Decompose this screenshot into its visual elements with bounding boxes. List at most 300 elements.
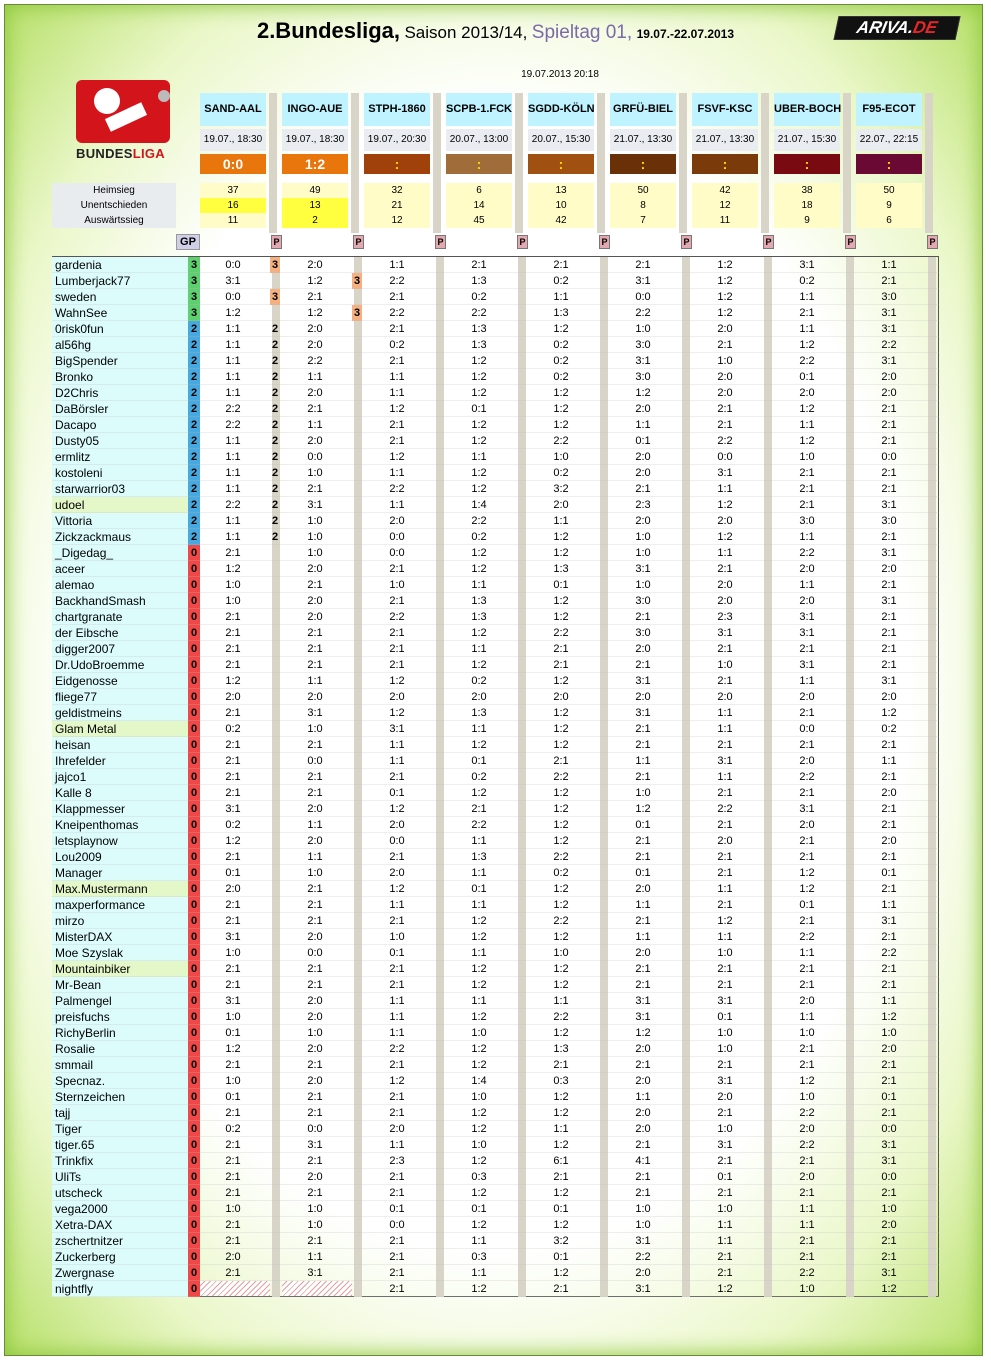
match-name[interactable]: SAND-AAL	[200, 93, 266, 126]
tip-value: 3:0	[635, 371, 651, 383]
tip-value: 1:1	[717, 707, 733, 719]
tip-value: 2:0	[799, 755, 815, 767]
tip-value: 2:0	[799, 595, 815, 607]
player-name[interactable]: Eidgenosse	[52, 673, 188, 689]
tip-value: 2:0	[799, 995, 815, 1007]
tip-value: 2:1	[717, 1107, 733, 1119]
tip-value: 3:1	[307, 1267, 323, 1279]
player-gp: 2	[188, 385, 200, 401]
auswaertssieg-count: 45	[446, 213, 512, 228]
tip-value: 2:1	[307, 1059, 323, 1071]
tip-value: 1:0	[307, 1219, 323, 1231]
player-name[interactable]: Mountainbiker	[52, 961, 188, 977]
player-gp: 2	[188, 529, 200, 545]
player-name[interactable]: Xetra-DAX	[52, 1217, 188, 1233]
tip-value: 2:1	[389, 419, 405, 431]
tip-value: 2:1	[881, 1187, 897, 1199]
tip-value: 3:0	[635, 627, 651, 639]
player-name[interactable]: Vittoria	[52, 513, 188, 529]
tip-value: 1:1	[717, 771, 733, 783]
column-shade	[597, 93, 605, 233]
player-name[interactable]: Dr.UdoBroemme	[52, 657, 188, 673]
player-name[interactable]: Dacapo	[52, 417, 188, 433]
player-gp: 0	[188, 689, 200, 705]
tip-value: 1:2	[553, 1267, 569, 1279]
tip-value: 2:2	[389, 307, 405, 319]
match-name[interactable]: UBER-BOCH	[774, 93, 840, 126]
player-gp: 0	[188, 737, 200, 753]
tip-value: 1:3	[471, 851, 487, 863]
player-gp: 0	[188, 929, 200, 945]
tip-value: 3:1	[225, 995, 241, 1007]
tip-value: 2:0	[553, 691, 569, 703]
tip-value: 2:0	[635, 451, 651, 463]
tip-value: 1:2	[471, 387, 487, 399]
player-gp: 3	[188, 305, 200, 321]
tip-value: 2:1	[717, 787, 733, 799]
player-name[interactable]: kostoleni	[52, 465, 188, 481]
tip-value: 0:3	[553, 1075, 569, 1087]
tip-value: 1:0	[389, 579, 405, 591]
tip-value: 1:2	[471, 1187, 487, 1199]
tip-value: 0:1	[225, 867, 241, 879]
player-name[interactable]: Lumberjack77	[52, 273, 188, 289]
player-name[interactable]: Moe Szyslak	[52, 945, 188, 961]
player-gp: 0	[188, 993, 200, 1009]
player-name[interactable]: RichyBerlin	[52, 1025, 188, 1041]
tip-value: 2:1	[471, 803, 487, 815]
match-date: 21.07., 13:30	[610, 129, 676, 151]
player-name[interactable]: Tiger	[52, 1121, 188, 1137]
tip-value: 1:2	[389, 707, 405, 719]
match-result: :	[364, 154, 430, 174]
tip-value: 3:1	[799, 259, 815, 271]
match-name[interactable]: GRFÜ-BIEL	[610, 93, 676, 126]
tip-value: 2:1	[717, 1059, 733, 1071]
tip-value: 1:2	[471, 1011, 487, 1023]
player-name[interactable]: Glam Metal	[52, 721, 188, 737]
tip-value: 2:1	[307, 915, 323, 927]
tip-value: 1:1	[471, 947, 487, 959]
tip-value: 2:1	[389, 1235, 405, 1247]
player-gp: 2	[188, 513, 200, 529]
player-name[interactable]: Palmengel	[52, 993, 188, 1009]
player-name[interactable]: Mr-Bean	[52, 977, 188, 993]
match-result: :	[610, 154, 676, 174]
player-name[interactable]: udoel	[52, 497, 188, 513]
player-name[interactable]: 0risk0fun	[52, 321, 188, 337]
tip-value: 0:2	[471, 771, 487, 783]
player-name[interactable]: geldistmeins	[52, 705, 188, 721]
player-name[interactable]: maxperformance	[52, 897, 188, 913]
player-name[interactable]: vega2000	[52, 1201, 188, 1217]
tip-value: 1:1	[225, 451, 241, 463]
player-name[interactable]: al56hg	[52, 337, 188, 353]
match-name[interactable]: STPH-1860	[364, 93, 430, 126]
tip-value: 2:2	[799, 931, 815, 943]
tip-value: 1:2	[471, 1219, 487, 1231]
player-name[interactable]: MisterDAX	[52, 929, 188, 945]
tip-value: 3:1	[717, 627, 733, 639]
tip-value: 0:1	[389, 1203, 405, 1215]
points-value: 3	[353, 307, 361, 319]
tip-value: 1:2	[553, 723, 569, 735]
tip-value: 1:2	[225, 563, 241, 575]
player-gp: 0	[188, 753, 200, 769]
player-name[interactable]: fliege77	[52, 689, 188, 705]
tip-value: 2:1	[717, 867, 733, 879]
tip-value: 1:2	[799, 1075, 815, 1087]
tip-value: 1:2	[553, 387, 569, 399]
tip-value: 1:1	[307, 371, 323, 383]
tip-value: 2:0	[307, 931, 323, 943]
player-name[interactable]: utscheck	[52, 1185, 188, 1201]
tip-value: 2:1	[225, 627, 241, 639]
player-name[interactable]: Kalle 8	[52, 785, 188, 801]
tip-value: 2:0	[307, 995, 323, 1007]
tip-value: 3:1	[799, 659, 815, 671]
player-name[interactable]: UliTs	[52, 1169, 188, 1185]
heimsieg-count: 37	[200, 183, 266, 198]
tip-value: 2:1	[717, 563, 733, 575]
tip-value: 2:1	[881, 803, 897, 815]
tip-value: 1:2	[307, 307, 323, 319]
tip-value: 2:1	[389, 659, 405, 671]
tip-value: 2:1	[307, 899, 323, 911]
player-name[interactable]: Manager	[52, 865, 188, 881]
tip-value: 1:3	[471, 275, 487, 287]
match-name[interactable]: SGDD-KÖLN	[528, 93, 594, 126]
tip-value: 2:0	[389, 691, 405, 703]
player-gp: 0	[188, 1249, 200, 1265]
player-name[interactable]: Klappmesser	[52, 801, 188, 817]
tip-value: 1:2	[471, 627, 487, 639]
match-name[interactable]: FSVF-KSC	[692, 93, 758, 126]
unentschieden-count: 21	[364, 198, 430, 213]
player-name[interactable]: starwarrior03	[52, 481, 188, 497]
tip-value: 2:1	[389, 563, 405, 575]
player-name[interactable]: Rosalie	[52, 1041, 188, 1057]
tip-value: 1:1	[881, 259, 897, 271]
tip-value: 1:0	[635, 547, 651, 559]
player-gp: 0	[188, 833, 200, 849]
tip-value: 0:2	[471, 675, 487, 687]
tip-value: 0:1	[553, 1203, 569, 1215]
tip-value: 2:1	[225, 707, 241, 719]
player-name[interactable]: gardenia	[52, 257, 188, 273]
player-name[interactable]: tajj	[52, 1105, 188, 1121]
tip-value: 1:2	[471, 931, 487, 943]
tip-value: 3:1	[635, 275, 651, 287]
player-name[interactable]: Max.Mustermann	[52, 881, 188, 897]
tip-value: 0:1	[553, 579, 569, 591]
player-name[interactable]: zschertnitzer	[52, 1233, 188, 1249]
tip-value: 3:1	[635, 563, 651, 575]
tip-value: 2:0	[307, 387, 323, 399]
tip-value: 1:2	[471, 1107, 487, 1119]
player-name[interactable]: Kneipenthomas	[52, 817, 188, 833]
tip-value: 2:0	[307, 611, 323, 623]
tip-value: 2:1	[389, 771, 405, 783]
tip-value: 2:0	[881, 1219, 897, 1231]
tip-value: 2:0	[635, 467, 651, 479]
player-name[interactable]: smmail	[52, 1057, 188, 1073]
tip-value: 2:2	[389, 1043, 405, 1055]
tip-value: 1:2	[553, 1107, 569, 1119]
tip-value: 1:2	[553, 739, 569, 751]
tip-value: 2:1	[799, 707, 815, 719]
player-name[interactable]: BigSpender	[52, 353, 188, 369]
player-name[interactable]: Dusty05	[52, 433, 188, 449]
player-name[interactable]: Lou2009	[52, 849, 188, 865]
tip-value: 0:1	[389, 787, 405, 799]
tip-value: 1:0	[307, 547, 323, 559]
tip-value: 3:1	[635, 707, 651, 719]
tip-value: 3:1	[307, 499, 323, 511]
points-value: 2	[271, 531, 279, 543]
tip-value: 2:0	[881, 691, 897, 703]
player-gp: 0	[188, 977, 200, 993]
tip-value: 1:2	[553, 979, 569, 991]
tip-value: 1:1	[471, 723, 487, 735]
player-name[interactable]: mirzo	[52, 913, 188, 929]
tip-value: 3:1	[635, 1011, 651, 1023]
tip-value: 0:1	[471, 755, 487, 767]
tip-value: 1:2	[471, 787, 487, 799]
tip-value: 2:0	[635, 1075, 651, 1087]
tip-value: 2:1	[389, 1107, 405, 1119]
tip-value: 2:1	[307, 1187, 323, 1199]
tip-value: 2:2	[471, 307, 487, 319]
player-gp: 0	[188, 625, 200, 641]
player-gp: 0	[188, 641, 200, 657]
tip-value: 3:1	[881, 355, 897, 367]
player-name[interactable]: BackhandSmash	[52, 593, 188, 609]
tip-value: 3:1	[881, 1267, 897, 1279]
player-name[interactable]: Sternzeichen	[52, 1089, 188, 1105]
tip-value: 2:1	[389, 1091, 405, 1103]
player-name[interactable]: aceer	[52, 561, 188, 577]
player-gp: 0	[188, 1185, 200, 1201]
tip-value: 1:2	[471, 563, 487, 575]
tip-value: 2:1	[881, 579, 897, 591]
tip-value: 2:2	[471, 819, 487, 831]
tip-value: 1:1	[717, 483, 733, 495]
timestamp: 19.07.2013 20:18	[521, 69, 599, 80]
tip-value: 1:0	[717, 1203, 733, 1215]
tip-value: 0:0	[389, 547, 405, 559]
tip-value: 2:0	[799, 1123, 815, 1135]
tip-value: 2:1	[635, 659, 651, 671]
player-gp: 0	[188, 817, 200, 833]
tip-value: 2:1	[225, 787, 241, 799]
tip-value: 1:1	[471, 1267, 487, 1279]
tip-value: 1:2	[471, 435, 487, 447]
tip-value: 1:2	[553, 963, 569, 975]
player-gp: 0	[188, 1073, 200, 1089]
tip-value: 2:1	[635, 483, 651, 495]
tip-value: 3:1	[799, 803, 815, 815]
tip-value: 2:2	[799, 1267, 815, 1279]
player-name[interactable]: Trinkfix	[52, 1153, 188, 1169]
player-name[interactable]: alemao	[52, 577, 188, 593]
player-gp: 2	[188, 369, 200, 385]
player-gp: 0	[188, 961, 200, 977]
tip-value: 2:1	[225, 771, 241, 783]
tip-value: 1:2	[553, 1187, 569, 1199]
tip-value: 1:0	[635, 787, 651, 799]
empty-tip	[200, 1281, 270, 1296]
tip-value: 0:0	[307, 1123, 323, 1135]
player-name[interactable]: D2Chris	[52, 385, 188, 401]
tip-value: 3:0	[799, 515, 815, 527]
tip-value: 0:1	[799, 371, 815, 383]
tip-value: 2:0	[717, 1091, 733, 1103]
points-column-shade	[764, 257, 772, 1297]
player-name[interactable]: Zwergnase	[52, 1265, 188, 1281]
tip-value: 2:2	[225, 499, 241, 511]
tip-value: 1:2	[799, 339, 815, 351]
tip-value: 0:0	[307, 755, 323, 767]
tip-value: 2:1	[717, 739, 733, 751]
tip-value: 1:1	[799, 531, 815, 543]
player-gp: 0	[188, 1281, 200, 1297]
tip-value: 1:1	[799, 291, 815, 303]
player-name[interactable]: der Eibsche	[52, 625, 188, 641]
player-name[interactable]: jajco1	[52, 769, 188, 785]
tip-value: 1:2	[717, 531, 733, 543]
tip-value: 1:1	[225, 387, 241, 399]
tip-value: 2:1	[225, 851, 241, 863]
player-name[interactable]: digger2007	[52, 641, 188, 657]
player-name[interactable]: Zickzackmaus	[52, 529, 188, 545]
player-name[interactable]: ermlitz	[52, 449, 188, 465]
tip-value: 2:1	[799, 787, 815, 799]
player-name[interactable]: heisan	[52, 737, 188, 753]
tip-value: 2:0	[389, 1123, 405, 1135]
tip-value: 1:1	[389, 1139, 405, 1151]
tip-value: 0:2	[225, 819, 241, 831]
player-name[interactable]: chartgranate	[52, 609, 188, 625]
row-divider	[52, 1296, 939, 1297]
player-gp: 0	[188, 849, 200, 865]
tip-value: 1:0	[635, 1203, 651, 1215]
player-name[interactable]: Bronko	[52, 369, 188, 385]
tip-value: 1:0	[881, 1203, 897, 1215]
auswaertssieg-count: 11	[692, 213, 758, 228]
player-name[interactable]: letsplaynow	[52, 833, 188, 849]
tip-value: 2:1	[635, 1139, 651, 1151]
tip-value: 1:2	[717, 307, 733, 319]
ariva-logo[interactable]: ARIVA.DE	[833, 16, 960, 40]
tip-value: 2:1	[307, 291, 323, 303]
tip-value: 2:1	[225, 915, 241, 927]
tip-value: 1:1	[389, 371, 405, 383]
auswaertssieg-label: Auswärtssieg	[52, 213, 176, 228]
match-name[interactable]: SCPB-1.FCK	[446, 93, 512, 126]
unentschieden-label: Unentschieden	[52, 198, 176, 213]
tip-value: 2:1	[307, 579, 323, 591]
tip-value: 2:2	[717, 435, 733, 447]
player-name[interactable]: Specnaz.	[52, 1073, 188, 1089]
tip-value: 2:0	[389, 867, 405, 879]
tip-value: 2:1	[307, 403, 323, 415]
tip-value: 0:1	[717, 1011, 733, 1023]
tip-value: 1:1	[225, 483, 241, 495]
tip-value: 0:0	[389, 835, 405, 847]
tip-value: 2:0	[307, 339, 323, 351]
player-gp: 2	[188, 449, 200, 465]
column-shade	[843, 93, 851, 233]
player-name[interactable]: DaBörsler	[52, 401, 188, 417]
tip-value: 2:0	[307, 595, 323, 607]
tip-value: 1:0	[307, 1203, 323, 1215]
player-name[interactable]: preisfuchs	[52, 1009, 188, 1025]
tip-value: 1:1	[553, 1123, 569, 1135]
tip-value: 2:1	[307, 883, 323, 895]
tip-value: 1:2	[881, 1011, 897, 1023]
player-name[interactable]: _Digedag_	[52, 545, 188, 561]
unentschieden-count: 9	[856, 198, 922, 213]
tip-value: 1:0	[799, 1027, 815, 1039]
player-gp: 3	[188, 257, 200, 273]
match-name[interactable]: INGO-AUE	[282, 93, 348, 126]
points-header: P	[681, 235, 692, 249]
tip-value: 2:0	[307, 1171, 323, 1183]
column-shade	[269, 93, 277, 233]
tip-value: 2:2	[881, 947, 897, 959]
tip-value: 2:0	[635, 403, 651, 415]
tip-value: 2:2	[799, 771, 815, 783]
player-name[interactable]: nightfly	[52, 1281, 188, 1297]
tip-value: 1:2	[471, 1123, 487, 1135]
tip-value: 1:2	[553, 1219, 569, 1231]
tip-value: 2:1	[799, 979, 815, 991]
tip-value: 1:1	[307, 851, 323, 863]
tip-value: 1:2	[471, 547, 487, 559]
tip-value: 1:2	[471, 419, 487, 431]
tip-value: 1:2	[553, 595, 569, 607]
player-name[interactable]: Zuckerberg	[52, 1249, 188, 1265]
player-name[interactable]: Ihrefelder	[52, 753, 188, 769]
tip-value: 1:1	[471, 643, 487, 655]
tip-value: 2:1	[799, 1059, 815, 1071]
player-name[interactable]: tiger.65	[52, 1137, 188, 1153]
player-gp: 0	[188, 721, 200, 737]
tip-value: 1:2	[553, 403, 569, 415]
auswaertssieg-count: 11	[200, 213, 266, 228]
match-name[interactable]: F95-ECOT	[856, 93, 922, 126]
tip-value: 2:1	[799, 499, 815, 511]
player-name[interactable]: sweden	[52, 289, 188, 305]
player-gp: 0	[188, 1105, 200, 1121]
heimsieg-count: 50	[856, 183, 922, 198]
tip-value: 2:1	[881, 1075, 897, 1087]
tip-value: 0:2	[799, 275, 815, 287]
match-result: :	[692, 154, 758, 174]
tip-value: 1:1	[307, 1251, 323, 1263]
player-gp: 0	[188, 1137, 200, 1153]
tip-value: 0:0	[881, 1123, 897, 1135]
tip-value: 2:1	[799, 851, 815, 863]
tip-value: 1:0	[553, 947, 569, 959]
column-shade	[351, 93, 359, 233]
tip-value: 2:3	[717, 611, 733, 623]
tip-value: 2:1	[389, 851, 405, 863]
player-name[interactable]: WahnSee	[52, 305, 188, 321]
tip-value: 0:2	[553, 355, 569, 367]
tip-value: 2:1	[635, 835, 651, 847]
